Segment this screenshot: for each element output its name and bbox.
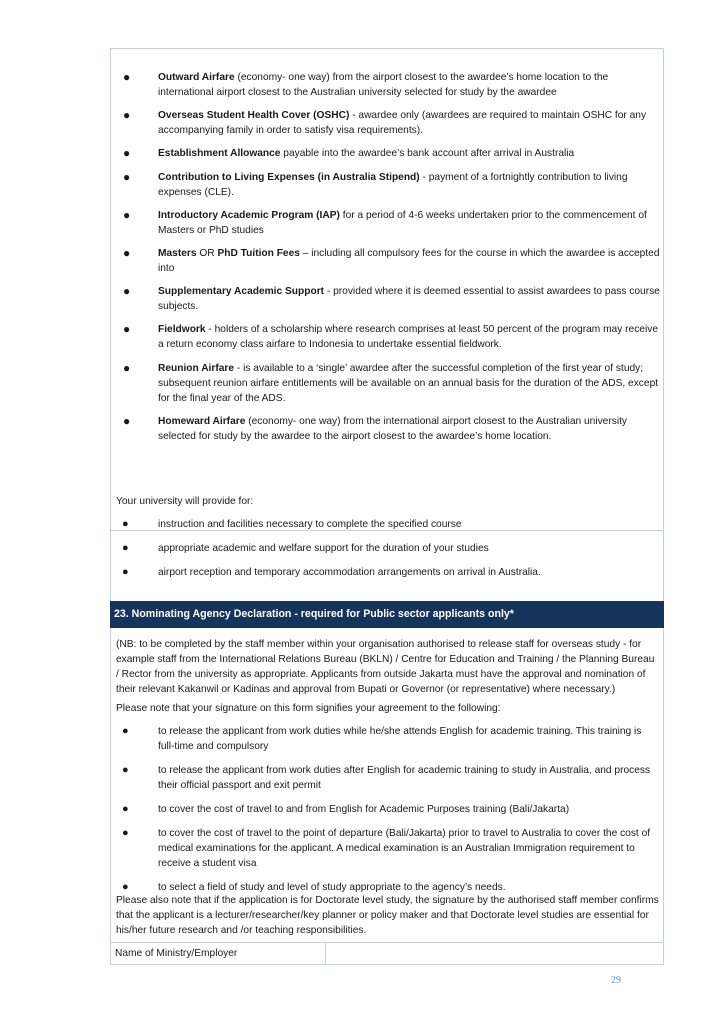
list-item bbox=[122, 322, 662, 352]
list-item bbox=[122, 284, 662, 314]
page-number: 29 bbox=[611, 975, 621, 986]
benefit-title: Establishment Allowance bbox=[158, 148, 281, 160]
bullet-icon: ● bbox=[123, 245, 131, 260]
agreement-intro: Please note that your signature on this form signifies your agreement to the following: bbox=[116, 703, 501, 714]
bullet-icon: ● bbox=[122, 881, 129, 893]
benefit-title: Overseas Student Health Cover (OSHC) bbox=[158, 110, 350, 122]
bullet-icon: ● bbox=[123, 413, 131, 428]
list-item bbox=[122, 414, 662, 444]
list-item bbox=[116, 826, 660, 871]
bullet-icon: ● bbox=[123, 284, 131, 299]
section-note: (NB: to be completed by the staff member within your organisation authorised to release staff for overseas study - for example staff from the International Relations Bureau (BKLN) / Centre for Education and Training / the Planning Bureau / Rector from the university as appropriate. Applicants from outside Jakarta must have the approval and nomination of their relevant Kakanwil or Kadinas and approval from Bupati or Governor (or representative) where necessary.) bbox=[116, 639, 655, 695]
benefit-title: Outward Airfare bbox=[158, 72, 235, 83]
university-list bbox=[116, 517, 660, 589]
list-item bbox=[116, 724, 660, 754]
benefit-text: (economy- one way) from the airport closest to the awardee’s home location to the international airport closest to the Australian university selected for study by the awardee bbox=[158, 72, 609, 98]
benefit-text: payable into the awardee’s bank account after arrival in Australia bbox=[280, 148, 575, 160]
bullet-icon: ● bbox=[122, 764, 129, 776]
bullet-icon: ● bbox=[122, 518, 129, 530]
bullet-icon: ● bbox=[123, 360, 131, 375]
benefit-title: PhD Tuition Fees bbox=[217, 247, 300, 259]
list-item bbox=[116, 541, 660, 556]
benefit-text: - awardee only (awardees are required to maintain OSHC for any accompanying family in order to satisfy visa requirements). bbox=[158, 110, 647, 137]
benefit-text: - provided where it is deemed essential to assist awardees to pass course subjects. bbox=[158, 286, 660, 313]
ministry-row bbox=[110, 942, 664, 965]
list-item bbox=[122, 361, 662, 406]
benefit-title: Homeward Airfare bbox=[158, 415, 246, 427]
bullet-icon: ● bbox=[122, 803, 129, 815]
benefit-title: Contribution to Living Expenses (in Australia Stipend) bbox=[158, 171, 420, 183]
list-item bbox=[116, 565, 660, 580]
university-intro: Your university will provide for: bbox=[116, 496, 254, 507]
benefits-list bbox=[122, 70, 662, 452]
list-item bbox=[122, 108, 662, 138]
list-item bbox=[122, 170, 662, 200]
list-item-text: to cover the cost of travel to the point of departure (Bali/Jakarta) prior to travel to Australia to cover the cost of medical examinations for the applicant. A medical examination is an Australian Immigration requirement to receive a student visa bbox=[158, 828, 651, 869]
bullet-icon: ● bbox=[122, 725, 129, 737]
bullet-icon: ● bbox=[123, 322, 131, 337]
benefit-text: - payment of a fortnightly contribution to living expenses (CLE). bbox=[158, 171, 628, 198]
bullet-icon: ● bbox=[123, 169, 131, 184]
list-item bbox=[122, 208, 662, 238]
benefit-text: - is available to a ‘single’ awardee after the successful completion of the first year of study; subsequent reunion airfare entitlements will be available on an annual basis for the duration of the ADS, except for the final year of the ADS. bbox=[158, 362, 659, 404]
bullet-icon: ● bbox=[122, 542, 129, 554]
list-item-text: to select a field of study and level of study appropriate to the agency’s needs. bbox=[158, 882, 506, 893]
bullet-icon: ● bbox=[122, 566, 129, 578]
benefit-title: Masters bbox=[158, 247, 197, 259]
doctorate-note: Please also note that if the application is for Doctorate level study, the signature by the authorised staff member confirms that the applicant is a lecturer/researcher/key planner or policy maker and that Doctorate level studies are essential for his/her future research and /or teaching responsibilities. bbox=[116, 895, 659, 936]
bullet-icon: ● bbox=[123, 146, 131, 161]
agreement-list bbox=[116, 724, 660, 904]
benefit-title: Reunion Airfare bbox=[158, 362, 235, 374]
benefit-title: Supplementary Academic Support bbox=[158, 286, 325, 298]
list-item bbox=[122, 146, 662, 161]
list-item bbox=[116, 517, 660, 532]
benefit-text: (economy- one way) from the international airport closest to the Australian university selected for study by the awardee to the airport closest to the awardee’s home location. bbox=[158, 415, 628, 442]
ministry-label: Name of Ministry/Employer bbox=[115, 948, 238, 959]
list-item bbox=[116, 802, 660, 817]
benefit-text: OR bbox=[196, 247, 218, 259]
list-item bbox=[116, 763, 660, 793]
list-item-text: appropriate academic and welfare support for the duration of your studies bbox=[158, 543, 489, 554]
list-item bbox=[122, 246, 662, 276]
bullet-icon: ● bbox=[123, 207, 131, 222]
divider bbox=[325, 942, 326, 965]
list-item-text: to release the applicant from work duties after English for academic training to study in Australia, and process their official passport and exit permit bbox=[158, 765, 651, 791]
benefit-text: - holders of a scholarship where research comprises at least 50 percent of the program may receive a return economy class airfare to Indonesia to undertake essential fieldwork. bbox=[158, 324, 658, 351]
list-item bbox=[122, 70, 662, 100]
benefit-text: for a period of 4-6 weeks undertaken prior to the commencement of Masters or PhD studies bbox=[158, 209, 647, 236]
bullet-icon: ● bbox=[123, 108, 131, 123]
benefit-title: Fieldwork bbox=[158, 324, 206, 336]
bullet-icon: ● bbox=[123, 70, 131, 84]
list-item-text: instruction and facilities necessary to complete the specified course bbox=[158, 519, 462, 530]
list-item-text: to cover the cost of travel to and from English for Academic Purposes training (Bali/Jakarta) bbox=[158, 804, 570, 815]
benefit-text: – including all compulsory fees for the course in which the awardee is accepted into bbox=[158, 247, 660, 274]
list-item-text: to release the applicant from work duties while he/she attends English for academic training. This training is full-time and compulsory bbox=[158, 726, 642, 752]
benefit-title: Introductory Academic Program (IAP) bbox=[158, 209, 340, 221]
list-item-text: airport reception and temporary accommodation arrangements on arrival in Australia. bbox=[158, 567, 541, 578]
section-header: 23. Nominating Agency Declaration - required for Public sector applicants only* bbox=[110, 601, 664, 628]
bullet-icon: ● bbox=[122, 827, 129, 839]
